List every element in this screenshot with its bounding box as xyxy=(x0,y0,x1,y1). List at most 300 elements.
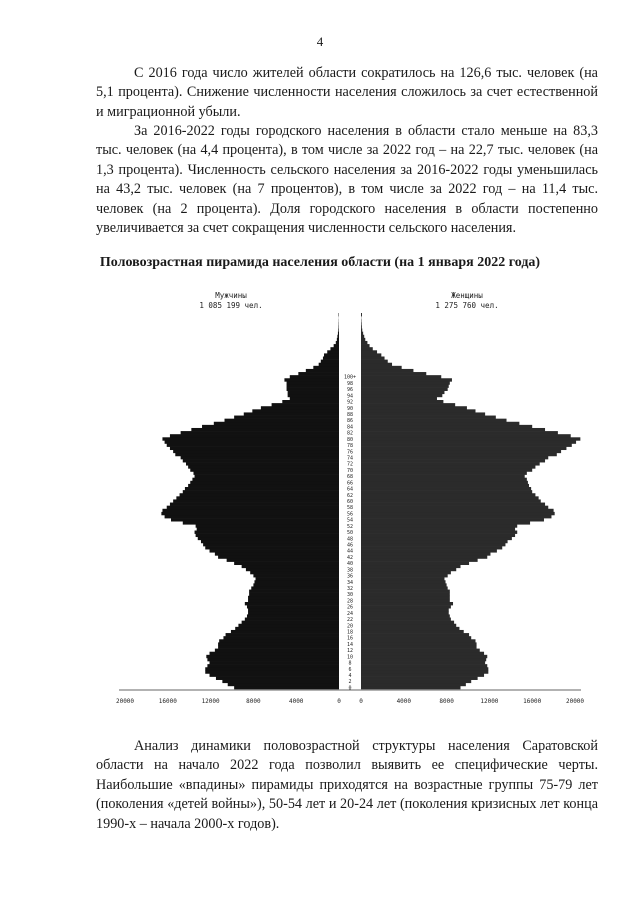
bar-women-age-61 xyxy=(361,496,539,499)
bar-women-age-93 xyxy=(361,397,437,400)
bar-women-age-120 xyxy=(361,313,362,316)
bar-men-age-49 xyxy=(196,534,339,537)
bar-women-age-89 xyxy=(361,409,475,412)
bar-women-age-111 xyxy=(361,341,367,344)
x-tick-label-men: 0 xyxy=(337,698,341,705)
bar-men-age-108 xyxy=(327,350,339,353)
bar-men-age-21 xyxy=(242,621,339,624)
bar-women-age-6 xyxy=(361,667,488,670)
bar-men-age-82 xyxy=(181,431,339,434)
bar-women-age-60 xyxy=(361,499,541,502)
bar-women-age-114 xyxy=(361,332,363,335)
age-tick-label: 76 xyxy=(346,449,354,456)
age-tick-label: 10 xyxy=(346,654,354,661)
paragraph-population-decline: С 2016 года число жителей области сократилось на 126,6 тыс. человек (на 5,1 процента). Снижение численности населения сложилось за счет естественной и миграционной убыли. xyxy=(96,65,598,120)
x-tick-label-men: 20000 xyxy=(115,698,135,705)
bar-women-age-82 xyxy=(361,431,558,434)
bar-women-age-14 xyxy=(361,642,477,645)
bar-women-age-74 xyxy=(361,456,548,459)
bar-women-age-36 xyxy=(361,574,448,577)
bar-women-age-81 xyxy=(361,434,571,437)
paragraph-urban-rural: За 2016-2022 годы городского населения в области стало меньше на 83,3 тыс. человек (на 4,4 процента), в том числе за 2022 год – на 22,7 тыс. человек (на 1,3 процента). Численность сельского населения за 2016-2022 годы уменьшилась на 43,2 тыс. человек (на 7 процентов), в том числе за 2022 год – на 11,4 тыс. человек (на 2 процента). Доля городского населения в области постепенно увеличивается за счет сокращения численности сельского населения. xyxy=(96,123,598,237)
bar-men-age-78 xyxy=(167,444,339,447)
bar-men-age-98 xyxy=(287,381,339,384)
bar-women-age-99 xyxy=(361,378,452,381)
bar-men-age-56 xyxy=(161,512,339,515)
bar-women-age-55 xyxy=(361,515,551,518)
bar-women-age-20 xyxy=(361,624,456,627)
bar-men-age-95 xyxy=(288,391,339,394)
bar-women-age-84 xyxy=(361,425,532,428)
bar-men-age-2 xyxy=(222,680,339,683)
bar-women-age-103 xyxy=(361,366,402,369)
bar-men-age-28 xyxy=(248,599,339,602)
age-tick-label: 62 xyxy=(346,492,354,499)
bar-women-age-0 xyxy=(361,686,461,689)
bar-women-age-72 xyxy=(361,462,540,465)
x-tick-label-men: 16000 xyxy=(158,698,177,705)
x-tick-label-men: 8000 xyxy=(246,698,261,705)
bar-women-age-96 xyxy=(361,388,448,391)
bar-women-age-108 xyxy=(361,350,377,353)
page-number: 4 xyxy=(316,34,324,49)
bar-women-age-46 xyxy=(361,543,505,546)
bar-women-age-13 xyxy=(361,645,477,648)
bar-women-age-42 xyxy=(361,555,487,558)
age-tick-label: 34 xyxy=(346,579,354,586)
bar-men-age-35 xyxy=(256,577,339,580)
bar-men-age-72 xyxy=(186,462,339,465)
age-tick-label: 36 xyxy=(346,573,354,580)
bar-women-age-86 xyxy=(361,419,507,422)
age-tick-label: 64 xyxy=(346,486,354,493)
bar-women-age-73 xyxy=(361,459,545,462)
bar-men-age-58 xyxy=(167,506,339,509)
age-tick-label: 82 xyxy=(346,430,354,437)
bar-men-age-60 xyxy=(173,499,339,502)
bar-women-age-24 xyxy=(361,611,449,614)
bar-women-age-91 xyxy=(361,403,455,406)
bar-women-age-100 xyxy=(361,375,441,378)
age-tick-label: 48 xyxy=(346,536,354,543)
bar-women-age-70 xyxy=(361,468,532,471)
age-tick-label: 54 xyxy=(346,517,354,524)
age-tick-label: 84 xyxy=(346,424,354,431)
bar-women-age-98 xyxy=(361,381,450,384)
bar-women-age-75 xyxy=(361,453,557,456)
bar-women-age-88 xyxy=(361,412,485,415)
bar-women-age-101 xyxy=(361,372,426,375)
bar-men-age-89 xyxy=(252,409,339,412)
bar-men-age-114 xyxy=(338,332,339,335)
x-axis xyxy=(116,690,584,705)
bar-women-age-58 xyxy=(361,506,548,509)
bar-men-age-71 xyxy=(188,465,339,468)
bar-men-age-41 xyxy=(227,558,339,561)
bar-men-age-4 xyxy=(210,673,339,676)
bar-men-age-91 xyxy=(272,403,339,406)
bar-men-age-109 xyxy=(330,347,339,350)
bar-women-age-3 xyxy=(361,677,478,680)
age-tick-label: 56 xyxy=(346,511,354,518)
age-tick-label: 60 xyxy=(346,499,354,505)
bar-men-age-52 xyxy=(196,524,339,527)
bar-women-age-69 xyxy=(361,471,527,474)
bar-women-age-94 xyxy=(361,394,442,397)
bar-women-age-67 xyxy=(361,478,527,481)
bar-women-age-95 xyxy=(361,391,444,394)
bar-women-age-22 xyxy=(361,618,451,621)
bar-women-age-26 xyxy=(361,605,451,608)
bar-women-age-28 xyxy=(361,599,450,602)
bar-men-age-81 xyxy=(170,434,339,437)
bar-women-age-80 xyxy=(361,437,580,440)
age-tick-label: 52 xyxy=(346,523,354,530)
age-tick-label: 94 xyxy=(346,393,354,400)
bar-women-age-35 xyxy=(361,577,444,580)
age-tick-label: 8 xyxy=(348,660,352,667)
bar-men-age-0 xyxy=(234,686,339,689)
age-tick-label: 92 xyxy=(346,399,354,406)
bar-men-age-66 xyxy=(190,481,339,484)
bar-men-age-115 xyxy=(338,329,339,332)
bar-men-age-34 xyxy=(254,580,339,583)
bar-men-age-39 xyxy=(242,565,339,568)
legend-women-total: 1 275 760 чел. xyxy=(435,301,499,310)
bar-women-age-11 xyxy=(361,652,484,655)
bar-men-age-62 xyxy=(180,493,339,496)
bar-men-age-15 xyxy=(219,639,339,642)
bar-men-age-29 xyxy=(248,596,339,599)
bar-women-age-110 xyxy=(361,344,370,347)
age-tick-label: 40 xyxy=(346,561,354,568)
bar-men-age-55 xyxy=(165,515,339,518)
bar-men-age-105 xyxy=(321,360,339,363)
bar-women-age-9 xyxy=(361,658,486,661)
age-tick-label: 18 xyxy=(346,629,354,636)
age-axis-labels xyxy=(344,375,356,692)
bar-women-age-19 xyxy=(361,627,459,630)
bar-women-age-7 xyxy=(361,664,487,667)
age-tick-label: 46 xyxy=(346,542,354,549)
bar-women-age-31 xyxy=(361,590,450,593)
bar-women-age-64 xyxy=(361,487,531,490)
bar-women-age-107 xyxy=(361,353,381,356)
bar-men-age-10 xyxy=(206,655,339,658)
bar-women-age-71 xyxy=(361,465,535,468)
bar-women-age-10 xyxy=(361,655,487,658)
bar-men-age-40 xyxy=(234,562,339,565)
bar-women-age-41 xyxy=(361,558,478,561)
bar-men-age-61 xyxy=(176,496,339,499)
age-tick-label: 86 xyxy=(346,418,354,425)
age-tick-label: 42 xyxy=(346,554,354,561)
age-tick-label: 78 xyxy=(346,443,354,450)
bar-men-age-31 xyxy=(249,590,339,593)
bar-women-age-48 xyxy=(361,537,512,540)
bar-women-age-105 xyxy=(361,360,388,363)
x-tick-label-men: 4000 xyxy=(288,698,304,705)
legend-men-total: 1 085 199 чел. xyxy=(199,301,263,310)
x-tick-label-women: 4000 xyxy=(396,698,412,705)
bar-men-age-99 xyxy=(284,378,339,381)
age-tick-label: 70 xyxy=(346,467,354,474)
age-tick-label: 24 xyxy=(346,610,354,617)
bar-women-age-25 xyxy=(361,608,449,611)
bar-women-age-45 xyxy=(361,546,502,549)
bar-men-age-11 xyxy=(210,652,339,655)
bar-women-age-78 xyxy=(361,444,572,447)
age-tick-label: 12 xyxy=(346,648,354,655)
bar-men-age-65 xyxy=(188,484,339,487)
bar-men-age-32 xyxy=(251,586,339,589)
age-tick-label: 96 xyxy=(346,387,354,394)
bar-men-age-48 xyxy=(198,537,339,540)
age-tick-label: 72 xyxy=(346,461,354,468)
bar-women-age-79 xyxy=(361,440,576,443)
bar-women-age-77 xyxy=(361,447,566,450)
bar-women-age-87 xyxy=(361,416,496,419)
bar-men-age-112 xyxy=(337,338,339,341)
bar-women-age-34 xyxy=(361,580,446,583)
x-tick-label-women: 0 xyxy=(359,698,363,705)
bar-men-age-96 xyxy=(287,388,339,391)
bar-men-age-13 xyxy=(218,645,339,648)
bar-women-age-12 xyxy=(361,649,480,652)
bar-women-age-29 xyxy=(361,596,450,599)
bar-women-age-5 xyxy=(361,670,488,673)
bar-men-age-46 xyxy=(203,543,339,546)
women-bars xyxy=(361,313,580,689)
bar-women-age-63 xyxy=(361,490,532,493)
population-pyramid-chart xyxy=(115,285,585,717)
bar-men-age-113 xyxy=(337,335,339,338)
bar-men-age-101 xyxy=(298,372,339,375)
bar-men-age-14 xyxy=(218,642,339,645)
bar-women-age-83 xyxy=(361,428,545,431)
bar-men-age-75 xyxy=(175,453,339,456)
bar-men-age-12 xyxy=(215,649,339,652)
bar-women-age-37 xyxy=(361,571,451,574)
age-tick-label: 74 xyxy=(346,455,354,462)
bar-women-age-30 xyxy=(361,593,450,596)
bar-women-age-15 xyxy=(361,639,475,642)
bar-women-age-112 xyxy=(361,338,365,341)
age-tick-label: 22 xyxy=(346,617,354,624)
bar-women-age-85 xyxy=(361,422,519,425)
bar-women-age-23 xyxy=(361,614,450,617)
bar-women-age-17 xyxy=(361,633,469,636)
age-tick-label: 0 xyxy=(348,685,352,692)
bar-women-age-62 xyxy=(361,493,535,496)
age-tick-label: 88 xyxy=(346,411,354,418)
age-tick-label: 68 xyxy=(346,474,354,481)
bar-women-age-52 xyxy=(361,524,517,527)
bar-men-age-37 xyxy=(250,571,339,574)
age-tick-label: 26 xyxy=(346,604,354,611)
bar-men-age-3 xyxy=(216,677,339,680)
bar-women-age-21 xyxy=(361,621,454,624)
bar-men-age-106 xyxy=(323,357,339,360)
bar-women-age-16 xyxy=(361,636,471,639)
bar-women-age-106 xyxy=(361,357,385,360)
bar-men-age-57 xyxy=(162,509,339,512)
bar-men-age-86 xyxy=(225,419,339,422)
bar-men-age-67 xyxy=(192,478,339,481)
age-tick-label: 14 xyxy=(346,641,354,648)
bar-men-age-30 xyxy=(249,593,339,596)
bar-women-age-51 xyxy=(361,527,515,530)
age-tick-label: 32 xyxy=(346,586,354,593)
bar-men-age-93 xyxy=(290,397,339,400)
bar-women-age-18 xyxy=(361,630,464,633)
bar-men-age-16 xyxy=(223,636,339,639)
bar-women-age-1 xyxy=(361,683,466,686)
men-bars xyxy=(161,313,339,689)
age-tick-label: 4 xyxy=(348,673,352,680)
bar-men-age-50 xyxy=(195,531,339,534)
bar-men-age-90 xyxy=(261,406,339,409)
bar-men-age-36 xyxy=(253,574,339,577)
bar-women-age-50 xyxy=(361,531,517,534)
age-tick-label: 80 xyxy=(346,436,354,443)
bar-men-age-53 xyxy=(183,521,339,524)
bar-women-age-4 xyxy=(361,673,484,676)
bar-women-age-102 xyxy=(361,369,413,372)
age-tick-label: 100+ xyxy=(343,374,357,381)
bar-men-age-6 xyxy=(205,667,339,670)
legend-men-name: Мужчины xyxy=(215,291,247,300)
bar-men-age-73 xyxy=(183,459,339,462)
bar-men-age-38 xyxy=(246,568,339,571)
legend-women-name: Женщины xyxy=(451,291,483,300)
bar-men-age-26 xyxy=(247,605,339,608)
bar-women-age-90 xyxy=(361,406,467,409)
age-tick-label: 58 xyxy=(346,505,354,512)
bar-men-age-70 xyxy=(190,468,339,471)
bar-men-age-1 xyxy=(228,683,339,686)
bar-men-age-5 xyxy=(205,670,339,673)
bar-men-age-79 xyxy=(165,440,339,443)
bar-women-age-43 xyxy=(361,552,490,555)
bar-men-age-85 xyxy=(214,422,339,425)
bar-men-age-74 xyxy=(181,456,339,459)
bar-women-age-109 xyxy=(361,347,373,350)
bar-men-age-17 xyxy=(226,633,339,636)
bar-women-age-68 xyxy=(361,475,525,478)
bar-men-age-9 xyxy=(207,658,339,661)
bar-men-age-23 xyxy=(247,614,339,617)
bar-women-age-113 xyxy=(361,335,364,338)
bar-men-age-45 xyxy=(205,546,339,549)
age-tick-label: 66 xyxy=(346,480,354,487)
x-tick-label-women: 12000 xyxy=(480,698,499,705)
age-tick-label: 28 xyxy=(346,598,354,605)
bar-women-age-39 xyxy=(361,565,461,568)
bar-men-age-111 xyxy=(336,341,339,344)
bar-men-age-87 xyxy=(234,416,339,419)
bar-women-age-8 xyxy=(361,661,485,664)
bar-women-age-59 xyxy=(361,503,545,506)
bar-men-age-19 xyxy=(235,627,339,630)
bar-men-age-20 xyxy=(238,624,339,627)
bar-women-age-57 xyxy=(361,509,554,512)
bar-men-age-63 xyxy=(183,490,339,493)
bar-men-age-43 xyxy=(215,552,339,555)
bar-men-age-76 xyxy=(173,450,339,453)
bar-men-age-25 xyxy=(248,608,339,611)
bar-women-age-2 xyxy=(361,680,471,683)
bar-women-age-65 xyxy=(361,484,529,487)
age-tick-label: 44 xyxy=(346,548,354,555)
bar-men-age-64 xyxy=(185,487,339,490)
bar-men-age-84 xyxy=(202,425,339,428)
bar-men-age-27 xyxy=(245,602,339,605)
age-tick-label: 16 xyxy=(346,635,354,642)
bar-men-age-44 xyxy=(210,549,339,552)
age-tick-label: 38 xyxy=(346,567,354,574)
bar-women-age-115 xyxy=(361,329,362,332)
bar-women-age-32 xyxy=(361,586,448,589)
bar-women-age-54 xyxy=(361,518,544,521)
age-tick-label: 98 xyxy=(346,380,354,387)
bar-women-age-104 xyxy=(361,363,392,366)
bar-men-age-24 xyxy=(248,611,339,614)
bar-women-age-116 xyxy=(361,325,362,328)
bar-women-age-56 xyxy=(361,512,555,515)
bar-men-age-103 xyxy=(313,366,339,369)
bar-men-age-47 xyxy=(201,540,339,543)
bar-women-age-76 xyxy=(361,450,561,453)
bar-women-age-38 xyxy=(361,568,456,571)
paragraph-pyramid-analysis: Анализ динамики половозрастной структуры населения Саратовской области на начало 2022 года позволил выявить ее специфические черты. Наибольшие «впадины» пирамиды приходятся на возрастные группы 75-79 лет (поколения «детей войны»), 50-54 лет и 20-24 лет (поколения кризисных лет конца 1990-х – начала 2000-х годов). xyxy=(96,738,598,832)
age-tick-label: 6 xyxy=(348,666,352,673)
bar-men-age-88 xyxy=(244,412,339,415)
chart-title: Половозрастная пирамида населения области (на 1 января 2022 года) xyxy=(99,255,541,270)
bar-men-age-83 xyxy=(191,428,339,431)
bar-women-age-97 xyxy=(361,384,449,387)
bar-men-age-68 xyxy=(195,475,339,478)
bar-men-age-51 xyxy=(197,527,339,530)
x-tick-label-women: 16000 xyxy=(523,698,542,705)
bar-men-age-77 xyxy=(170,447,339,450)
bar-men-age-97 xyxy=(287,384,339,387)
age-tick-label: 30 xyxy=(346,592,354,599)
x-tick-label-women: 20000 xyxy=(565,698,585,705)
bar-men-age-69 xyxy=(193,471,339,474)
bar-men-age-92 xyxy=(282,400,339,403)
bar-men-age-100 xyxy=(290,375,339,378)
bar-men-age-18 xyxy=(231,630,339,633)
bar-women-age-92 xyxy=(361,400,443,403)
bar-women-age-47 xyxy=(361,540,508,543)
bar-women-age-33 xyxy=(361,583,447,586)
bar-men-age-102 xyxy=(306,369,339,372)
bar-women-age-27 xyxy=(361,602,453,605)
age-tick-label: 90 xyxy=(346,405,354,412)
bar-men-age-7 xyxy=(207,664,339,667)
bar-men-age-33 xyxy=(253,583,339,586)
bar-women-age-66 xyxy=(361,481,528,484)
age-tick-label: 20 xyxy=(346,623,354,630)
bar-women-age-49 xyxy=(361,534,515,537)
bar-men-age-104 xyxy=(319,363,339,366)
bar-women-age-117 xyxy=(361,322,362,325)
x-tick-label-men: 12000 xyxy=(201,698,220,705)
bar-men-age-80 xyxy=(162,437,339,440)
bar-men-age-59 xyxy=(170,503,339,506)
bar-men-age-8 xyxy=(210,661,339,664)
